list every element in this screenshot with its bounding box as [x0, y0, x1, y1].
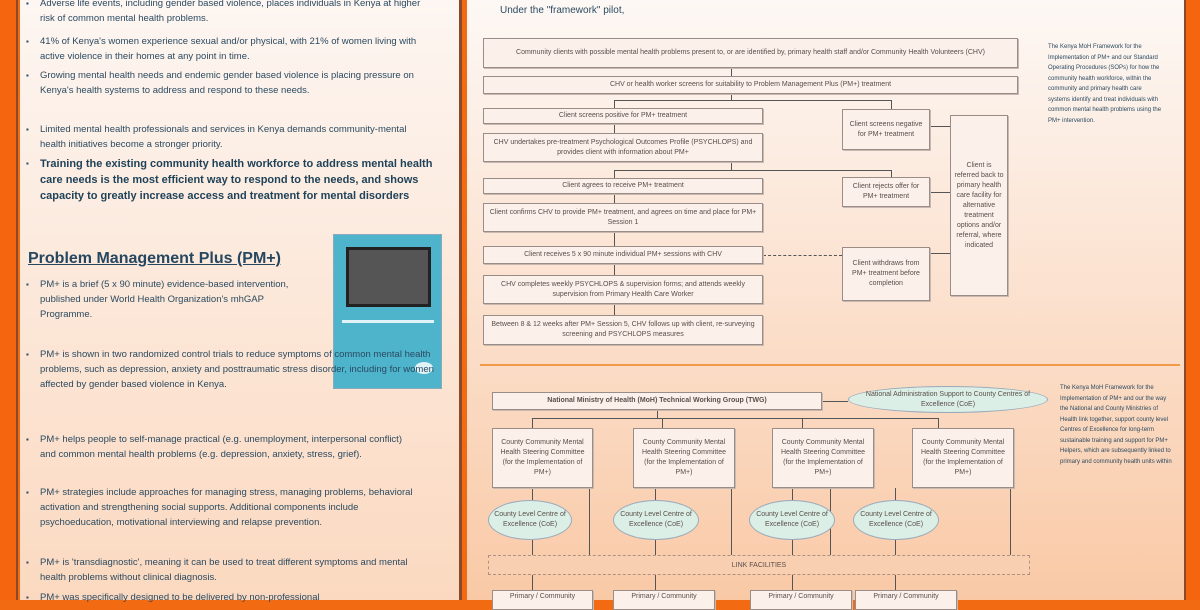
bullet: ▪ Growing mental health needs and endemic gender based violence is placing pressure on Kenya's health systems to address and respond to these needs.	[24, 68, 434, 98]
bullet: ▪ PM+ was specifically designed to be delivered by non-professional	[24, 590, 434, 605]
poster-left-border	[0, 0, 18, 600]
steering-committee-box: County Community Mental Health Steering Committee (for the Implementation of PM+)	[772, 428, 874, 488]
poster-right-border	[1184, 0, 1200, 600]
steering-committee-box: County Community Mental Health Steering Committee (for the Implementation of PM+)	[492, 428, 593, 488]
primary-box: Primary / Community	[855, 590, 957, 610]
section-title: Problem Management Plus (PM+)	[28, 250, 281, 267]
bullet: ▪ PM+ is shown in two randomized control trials to reduce symptoms of common mental health problems, such as depression, anxiety and posttraumatic stress disorder, including for women affected by gender based violence in Kenya.	[24, 347, 434, 392]
coe-ellipse: County Level Centre of Excellence (CoE)	[853, 500, 939, 540]
bullet: ▪ PM+ helps people to self-manage practical (e.g. unemployment, interpersonal conflict) and common mental health problems (e.g. depression, anxiety, stress, grief).	[24, 432, 414, 462]
flow-side-step: Client screens negative for PM+ treatment	[842, 109, 930, 150]
primary-box: Primary / Community	[750, 590, 852, 610]
bullet: ▪ Adverse life events, including gender based violence, places individuals in Kenya at higher risk of common mental health problems.	[24, 0, 434, 26]
bullet-bold: ▪ Training the existing community health workforce to address mental health care needs is the most efficient way to respond to the needs, and shows capacity to greatly increase access and treatment for mental disorders	[24, 156, 434, 204]
bullet: ▪ 41% of Kenya's women experience sexual and/or physical, with 21% of women living with active violence in their homes at any point in time.	[24, 34, 434, 64]
flow-step: CHV undertakes pre-treatment Psychological Outcomes Profile (PSYCHLOPS) and provides client with information about PM+	[483, 133, 763, 162]
coe-ellipse: County Level Centre of Excellence (CoE)	[613, 500, 699, 540]
flow-intro: Under the "framework" pilot,	[500, 5, 625, 16]
bullet: ▪ PM+ is 'transdiagnostic', meaning it can be used to treat different symptoms and mental health problems without clinical diagnosis.	[24, 555, 419, 585]
primary-box: Primary / Community	[492, 590, 593, 610]
flow-step: Client screens positive for PM+ treatment	[483, 108, 763, 124]
flow-referral: Client is referred back to primary health care facility for alternative treatment options and/or referral, where indicated	[950, 115, 1008, 296]
admin-support-ellipse: National Administration Support to County Centres of Excellence (CoE)	[848, 386, 1048, 413]
flow-side-step: Client rejects offer for PM+ treatment	[842, 177, 930, 207]
steering-committee-box: County Community Mental Health Steering Committee (for the Implementation of PM+)	[633, 428, 735, 488]
flow-step: Between 8 & 12 weeks after PM+ Session 5, CHV follows up with client, re-surveying screening and PSYCHLOPS measures	[483, 315, 763, 345]
flow-step: Client receives 5 x 90 minute individual PM+ sessions with CHV	[483, 246, 763, 264]
coe-ellipse: County Level Centre of Excellence (CoE)	[488, 500, 572, 540]
primary-box: Primary / Community	[613, 590, 715, 610]
flow-step: Client confirms CHV to provide PM+ treatment, and agrees on time and place for PM+ Session 1	[483, 203, 763, 232]
flow-step: CHV completes weekly PSYCHLOPS & supervision forms; and attends weekly supervision from Primary Health Care Worker	[483, 275, 763, 304]
org-note: The Kenya MoH Framework for the Implementation of PM+ and our the way the National and County Ministries of Health link together, support county level Centres of Excellence for long-term sustainable training and support for PM+ Helpers, which are subsequently linked to primary and community health units within	[1060, 385, 1172, 465]
link-facilities: LINK FACILITIES	[488, 555, 1030, 575]
bullet: ▪ PM+ is a brief (5 x 90 minute) evidence-based intervention, published under World Health Organization's mhGAP Programme.	[24, 277, 314, 322]
bullet: ▪ PM+ strategies include approaches for managing stress, managing problems, behavioral activation and strengthening social supports. Additional components include psychoeducation, motivational interviewing and relapse prevention.	[24, 485, 419, 530]
flow-side-step: Client withdraws from PM+ treatment before completion	[842, 247, 930, 301]
twg-box: National Ministry of Health (MoH) Technical Working Group (TWG)	[492, 392, 822, 410]
flow-note: The Kenya MoH Framework for the Implementation of PM+ and our Standard Operating Procedures (SOPs) for how the community health workforce, within the community and primary health care systems identify and treat individuals with common mental health problems using the PM+ intervention.	[1048, 44, 1162, 124]
bullet: ▪ Limited mental health professionals and services in Kenya demands community-mental health initiatives become a stronger priority.	[24, 122, 434, 152]
coe-ellipse: County Level Centre of Excellence (CoE)	[749, 500, 835, 540]
flow-step: CHV or health worker screens for suitability to Problem Management Plus (PM+) treatment	[483, 76, 1018, 94]
flow-step: Community clients with possible mental health problems present to, or are identified by, primary health staff and/or Community Health Volunteers (CHV)	[483, 38, 1018, 68]
flow-step: Client agrees to receive PM+ treatment	[483, 178, 763, 194]
section-divider	[480, 364, 1180, 366]
steering-committee-box: County Community Mental Health Steering Committee (for the Implementation of PM+)	[912, 428, 1014, 488]
